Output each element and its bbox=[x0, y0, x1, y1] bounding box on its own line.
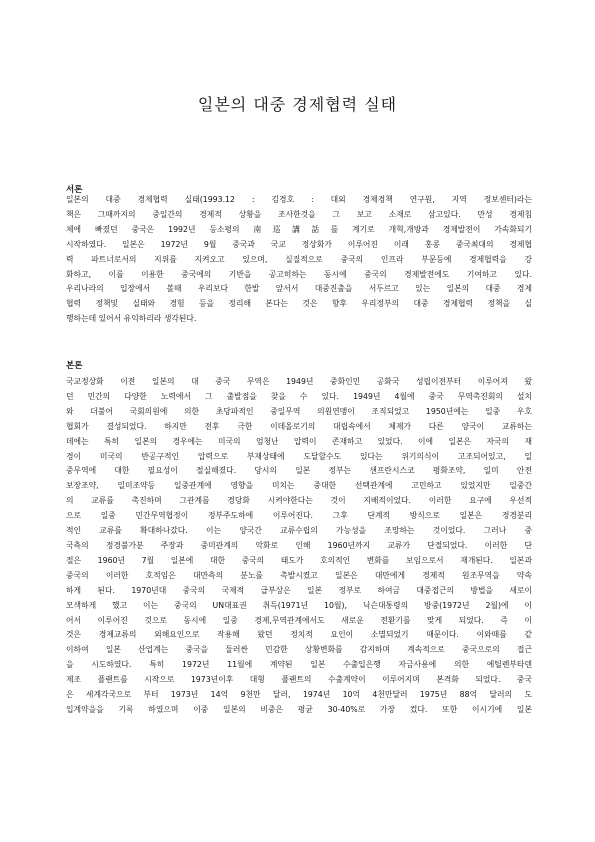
text-line: 력 파트너로서의 지위를 지켜오고 있으며, 실질적으로 중국의 인프라 부문등에 경제협력을 강 bbox=[66, 254, 532, 264]
text-line: 와 더불어 국회의원에 의한 초당파적인 중일무역 의원연맹이 조직되었고 1950년에는 일중 우호 bbox=[66, 406, 532, 416]
text-line: 이하여 일본 산업계는 중국을 둘러싼 민감한 상황변화를 감지하며 계속적으로 중국으로의 접근 bbox=[66, 645, 532, 655]
text-line: 경이 미국의 반공구적인 압력으로 부재상태에 도달할수도 있다는 위기의식이 고조되어있고, 일 bbox=[66, 451, 532, 461]
text-line: 데에는 특히 일본의 경우에는 미국의 엄청난 압력이 존재하고 있었다. 이에 일본은 자국의 재 bbox=[66, 436, 532, 446]
text-line: 으로 일중 민간무역협정이 정부주도하에 이루어진다. 그후 단계적 방식으로 일본은 정경분리 bbox=[66, 511, 532, 521]
text-line: 의 교류를 촉진하며 그관계를 경당화 시켜야한다는 것이 지배적이었다. 이러한 요구에 우선적 bbox=[66, 496, 532, 506]
text-line: 제조 플랜트를 시작으로 1973년이후 대형 플랜트의 수출계약이 이루어지며 본격화 되었다. 중국 bbox=[66, 675, 532, 685]
section-heading-intro: 서론 bbox=[66, 185, 83, 195]
text-line: 보장조약, 일미조약등 일중관계에 영향을 미치는 중대한 선택관계에 고민하고 있었지만 일중간 bbox=[66, 481, 532, 491]
text-line: 던 민간의 다양한 노력에서 그 출발점을 찾을 수 있다. 1949년 4월에 중국 무역촉진회의 설치 bbox=[66, 391, 532, 401]
text-line: 협력 정책및 실태와 경험 등을 정리해 본다는 것은 향후 우리정부의 대중 경제협력 정책을 실 bbox=[66, 299, 532, 309]
text-line: 협회가 결성되었다. 하지만 전후 극한 이데올로기의 대립속에서 체제가 다른 양국이 교류하는 bbox=[66, 421, 532, 431]
text-line: 하게 된다. 1970년대 중국의 국제적 급부상은 일본 정부로 하여금 대중접근의 방법을 새로이 bbox=[66, 585, 532, 595]
text-line: 국측의 정경불가분 주장과 중미관계의 악화로 인해 1960년까지 교류가 단절되었다. 이러한 단 bbox=[66, 540, 532, 550]
text-line: 입계약을을 기록 하였으며 이중 일본의 비중은 평균 30-40%로 가장 컸다. 또한 이시기에 일본 bbox=[66, 704, 532, 714]
text-line: 국교정상화 이전 일본의 대 중국 무역은 1949년 중화인민 공화국 성립이전부터 이루어져 왔 bbox=[66, 377, 532, 386]
section-body-main bbox=[66, 375, 532, 718]
text-line: 책은 그때까지의 중일간의 경제적 상황을 조사한것을 그 보고 소재로 삼고있다. 만성 경제침 bbox=[66, 209, 532, 219]
text-line: 화하고, 이를 이용한 중국에의 기반을 공고히하는 동시에 중국의 경제발전에도 기여하고 있다. bbox=[66, 269, 532, 279]
text-line: 체에 빠졌던 중국은 1992년 등소평의 南巡講話를 계기로 개혁,개방과 경제발전이 가속화되기 bbox=[66, 224, 532, 234]
text-line: 모색하게 했고 이는 중국의 UN대표권 취득(1971년 10월), 닉슨대통령의 방중(1972년 2월)에 이 bbox=[66, 600, 532, 610]
section-body-intro bbox=[66, 193, 532, 327]
text-line: 중국의 이러한 호적임은 대만측의 분노를 촉발시켰고 일본은 대만에게 경제적 원조무역을 약속 bbox=[66, 570, 532, 580]
section-heading-body: 본론 bbox=[66, 361, 83, 371]
text-line: 행하는데 있어서 유익하리라 생각된다. bbox=[66, 314, 197, 324]
text-line: 시작하였다. 일본은 1972년 9월 중국과 국교 정상화가 이루어진 이래 홍콩 중국최대의 경제협 bbox=[66, 239, 532, 249]
text-line: 적인 교류를 확대하나갔다. 이는 양국간 교류수립의 가능성을 조망하는 것이었다. 그러나 중 bbox=[66, 526, 532, 536]
text-line: 것은 경제교류의 외해요인으로 작용해 왔던 정치적 요인이 소멸되었기 때문이다. 이와때를 같 bbox=[66, 630, 532, 640]
document-title: 일본의 대중 경제협력 실태 bbox=[197, 95, 398, 114]
text-line: 을 시도하였다. 특히 1972년 11월에 계약된 일본 수출입은행 자금사용에 의한 에틸렌부타덴 bbox=[66, 660, 532, 670]
text-line: 은 세계각국으로 부터 1973년 14억 9천만 달러, 1974년 10억 4천만달러 1975년 88억 달러의 도 bbox=[66, 690, 532, 700]
text-line: 일본의 대중 경제협력 실태(1993.12 : 김경호 : 대외 경제경책 연구원, 지역 정보센터)라는 bbox=[66, 195, 532, 204]
text-line: 우리나라의 입장에서 볼때 우리보다 한발 앞서서 대중진출을 서두르고 있는 일본의 대중 경제 bbox=[66, 284, 532, 294]
text-line: 절은 1960년 7월 일본에 대한 중국의 태도가 호의적인 변화를 보임으로서 재개된다. 일본과 bbox=[66, 555, 532, 565]
text-line: 어서 이루어진 것으로 동시에 일중 경제,무역관계에서도 새로운 전환기를 맞게 되었다. 즉 이 bbox=[66, 615, 532, 625]
text-line: 중무역에 대한 필요성이 절실해졌다. 당시의 일본 정부는 샌프란시스코 평화조약, 일미 안전 bbox=[66, 466, 532, 476]
